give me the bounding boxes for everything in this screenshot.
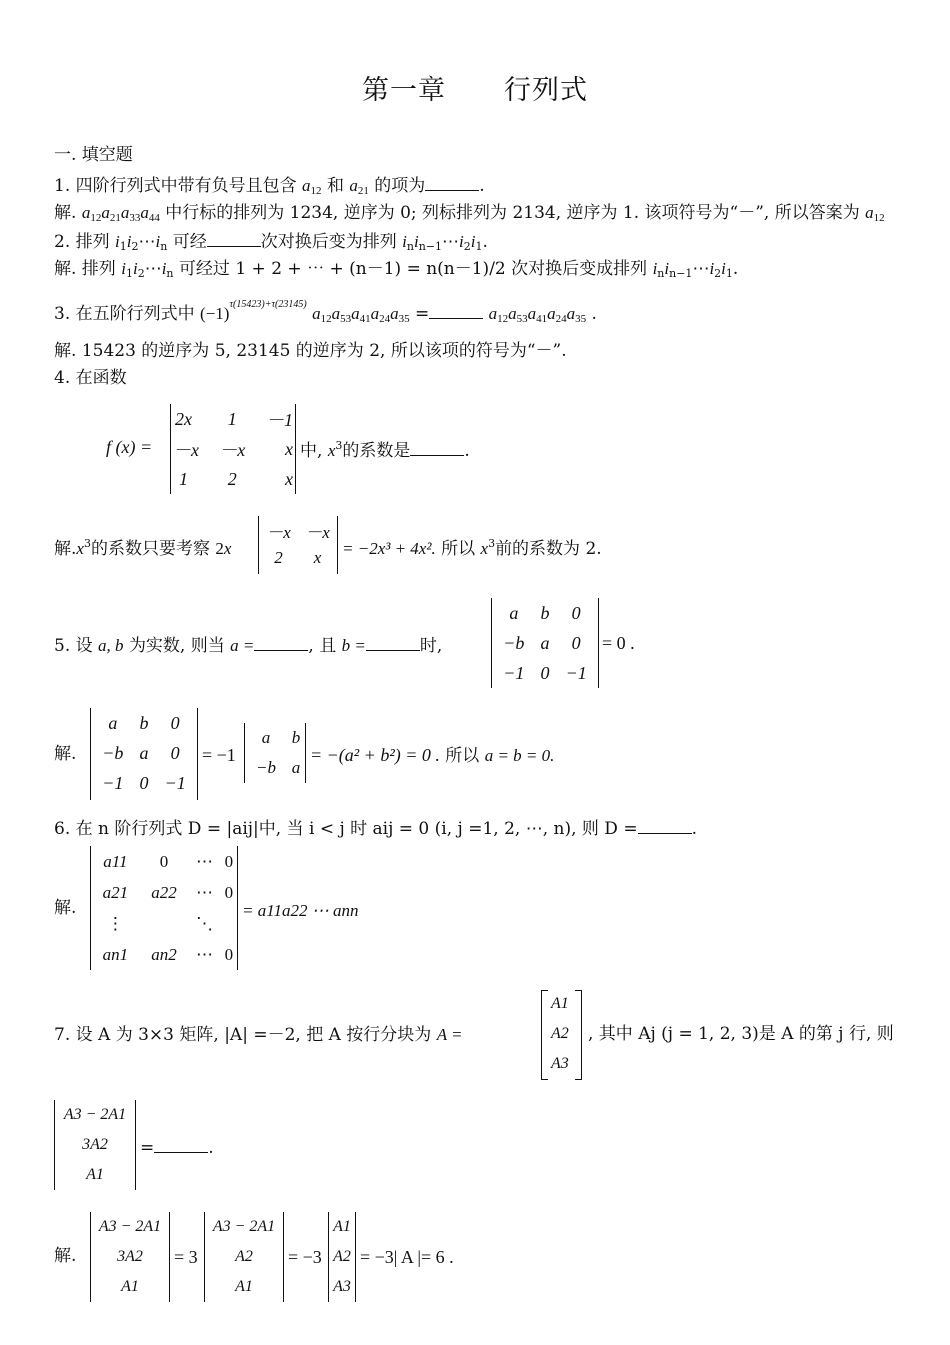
matrix-bracket-left <box>541 990 548 1080</box>
answer-blank[interactable] <box>638 819 692 834</box>
determinant-q7: A3 − 2A1 3A2 A1 <box>54 1100 136 1190</box>
q5-equals-zero: = 0 . <box>602 633 635 653</box>
solution-5-tail: = −(a² + b²) = 0 . 所以 a = b = 0. <box>310 745 555 766</box>
block-a2: A2 <box>551 1025 569 1042</box>
function-fx: f (x) = <box>106 437 153 457</box>
question-4: 4. 在函数 <box>54 368 127 388</box>
solution-7-eq2: = −3 <box>288 1247 322 1267</box>
question-7: 7. 设 A 为 3×3 矩阵, |A| =－2, 把 A 按行分块为 A = <box>54 1025 463 1045</box>
solution-7-pre: 解. <box>54 1246 77 1266</box>
question-3: 3. 在五阶行列式中 $(-1)^{\tau(15423)+\tau(23145)}$ $a_{12}a_{53}a_{41}a_{24}a_{35} = a_{12}a_{53}a_{41}a_{24}a_{35}$ . <box>54 299 597 325</box>
answer-blank[interactable] <box>429 304 483 319</box>
question-4-tail: 中, $x^3$的系数是 . <box>300 439 470 461</box>
answer-blank[interactable] <box>154 1138 208 1153</box>
solution-7-eq3: = −3| A |= 6 . <box>360 1247 454 1267</box>
solution-5-eq1: = −1 <box>202 745 236 765</box>
solution-6-pre: 解. <box>54 898 77 918</box>
solution-1: 解. $a_{12}a_{21}a_{33}a_{44}$ 中行标的排列为 1234, 逆序为 0; 列标排列为 2134, 逆序为 1. 该项符号为“－”, 所以答案为 $a_{12}$ <box>54 203 885 224</box>
question-7-tail: , 其中 Aj (j = 1, 2, 3)是 A 的第 j 行, 则 <box>588 1024 894 1044</box>
solution-3: 解. 15423 的逆序为 5, 23145 的逆序为 2, 所以该项的符号为“－”. <box>54 341 567 361</box>
answer-blank[interactable] <box>410 441 464 456</box>
determinant-q4: 2x 1 －1 －x －x x 1 2 x <box>170 404 296 494</box>
determinant-q6-solution: a11 0 ⋯ 0 a21 a22 ⋯ 0 ⋮ ⋱ an1 an2 ⋯ 0 <box>90 846 238 970</box>
answer-blank[interactable] <box>425 176 479 191</box>
solution-6-eq: = a11a22 ⋯ ann <box>242 901 359 920</box>
solution-2: 解. 排列 $i_1i_2\cdots i_n$ 可经过 1 + 2 + ⋯ + (n－1) = n(n－1)/2 次对换后变成排列 $i_ni_{n-1}\cdots i_2i_1$. <box>54 259 739 280</box>
determinant-q5-minor: a b −b a <box>244 723 306 783</box>
determinant-q5: a b 0 −b a 0 −1 0 −1 <box>491 598 599 688</box>
solution-4-tail: = −2x³ + 4x². 所以 $x^3$前的系数为 2. <box>342 537 602 559</box>
answer-blank-a[interactable] <box>254 636 308 651</box>
question-2: 2. 排列 $i_1i_2\cdots i_n$ 可经 次对换后变为排列 $i_ni_{n-1}\cdots i_2i_1$. <box>54 232 488 253</box>
chapter-number: 第一章 <box>362 75 446 106</box>
solution-5-pre: 解. <box>54 744 77 764</box>
chapter-title <box>0 68 950 107</box>
question-1: 1. 四阶行列式中带有负号且包含 $a_{12}$ 和 $a_{21}$ 的项为 . <box>54 176 485 197</box>
determinant-q4-solution: －x －x 2 x <box>258 516 338 574</box>
block-a1: A1 <box>551 995 569 1012</box>
answer-blank[interactable] <box>207 232 261 247</box>
question-7-blank: = . <box>140 1138 214 1158</box>
determinant-q5-solution: a b 0 −b a 0 −1 0 −1 <box>90 708 198 800</box>
determinant-q7-s1: A3 − 2A1 3A2 A1 <box>90 1212 170 1302</box>
determinant-q7-s3: A1 A2 A3 <box>328 1212 356 1302</box>
answer-blank-b[interactable] <box>366 636 420 651</box>
question-5: 5. 设 a, b 为实数, 则当 a = , 且 b = 时, <box>54 636 443 656</box>
solution-4-pre: 解$.x^3$的系数只要考察 2x <box>54 537 232 559</box>
solution-7-eq1: = 3 <box>174 1247 198 1267</box>
question-6: 6. 在 n 阶行列式 D = |aij|中, 当 i < j 时 aij = 0 (i, j =1, 2, ⋯, n), 则 D = . <box>54 819 697 839</box>
matrix-bracket-right <box>575 990 582 1080</box>
chapter-name: 行列式 <box>504 75 588 106</box>
block-a3: A3 <box>551 1055 569 1072</box>
determinant-q7-s2: A3 − 2A1 A2 A1 <box>204 1212 284 1302</box>
section-heading: 一. 填空题 <box>54 145 133 165</box>
